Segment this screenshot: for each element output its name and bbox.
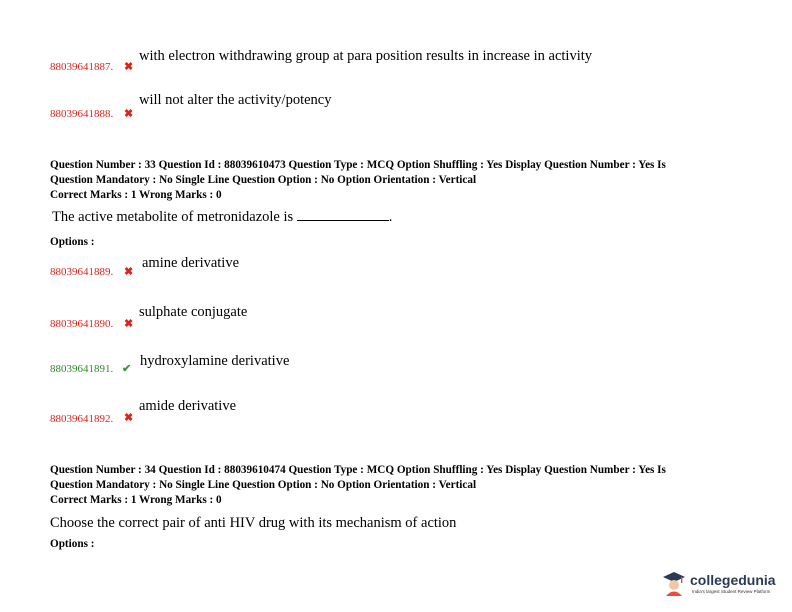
option-id: 88039641888.: [50, 108, 114, 120]
option-text: amide derivative: [139, 398, 237, 414]
wrong-mark-icon: ✖: [124, 108, 134, 120]
question-meta-line: Question Mandatory : No Single Line Question Option : No Option Orientation : Vertical: [50, 479, 477, 491]
option-id: 88039641889.: [50, 266, 114, 278]
option-id: 88039641892.: [50, 413, 114, 425]
logo-tagline: India's largest Student Review Platform: [692, 589, 771, 594]
question-33-text: [52, 209, 392, 226]
option-id: 88039641890.: [50, 318, 114, 330]
wrong-mark-icon: ✖: [124, 61, 134, 73]
correct-check-icon: ✔: [122, 363, 132, 375]
question-marks: Correct Marks : 1 Wrong Marks : 0: [50, 189, 222, 201]
question-meta-line: Question Number : 34 Question Id : 88039610474 Question Type : MCQ Option Shuffling : Yes Display Question Number : Yes Is: [50, 464, 666, 476]
question-stem: The active metabolite of metronidazole is: [52, 209, 294, 225]
options-label: Options :: [50, 538, 95, 550]
option-text: with electron withdrawing group at para position results in increase in activity: [139, 48, 593, 64]
question-meta-line: Question Number : 33 Question Id : 88039610473 Question Type : MCQ Option Shuffling : Yes Display Question Number : Yes Is: [50, 159, 666, 171]
wrong-mark-icon: ✖: [124, 266, 134, 278]
option-text: sulphate conjugate: [139, 304, 248, 320]
collegedunia-logo: [662, 568, 784, 600]
question-marks: Correct Marks : 1 Wrong Marks : 0: [50, 494, 222, 506]
question-meta-line: Question Mandatory : No Single Line Question Option : No Option Orientation : Vertical: [50, 174, 477, 186]
question-end: .: [388, 209, 393, 225]
wrong-mark-icon: ✖: [124, 412, 134, 424]
graduate-icon: [662, 570, 686, 596]
option-id: 88039641887.: [50, 61, 114, 73]
logo-name: collegedunia: [690, 572, 776, 588]
answer-blank: [297, 210, 389, 221]
options-label: Options :: [50, 236, 95, 248]
option-id: 88039641891.: [50, 363, 114, 375]
wrong-mark-icon: ✖: [124, 318, 134, 330]
question-33-header: [50, 158, 750, 203]
option-text: amine derivative: [142, 255, 240, 271]
option-text: will not alter the activity/potency: [139, 92, 332, 108]
question-34-header: [50, 463, 750, 508]
option-text: hydroxylamine derivative: [140, 353, 290, 369]
question-34-text: Choose the correct pair of anti HIV drug with its mechanism of action: [50, 515, 457, 531]
